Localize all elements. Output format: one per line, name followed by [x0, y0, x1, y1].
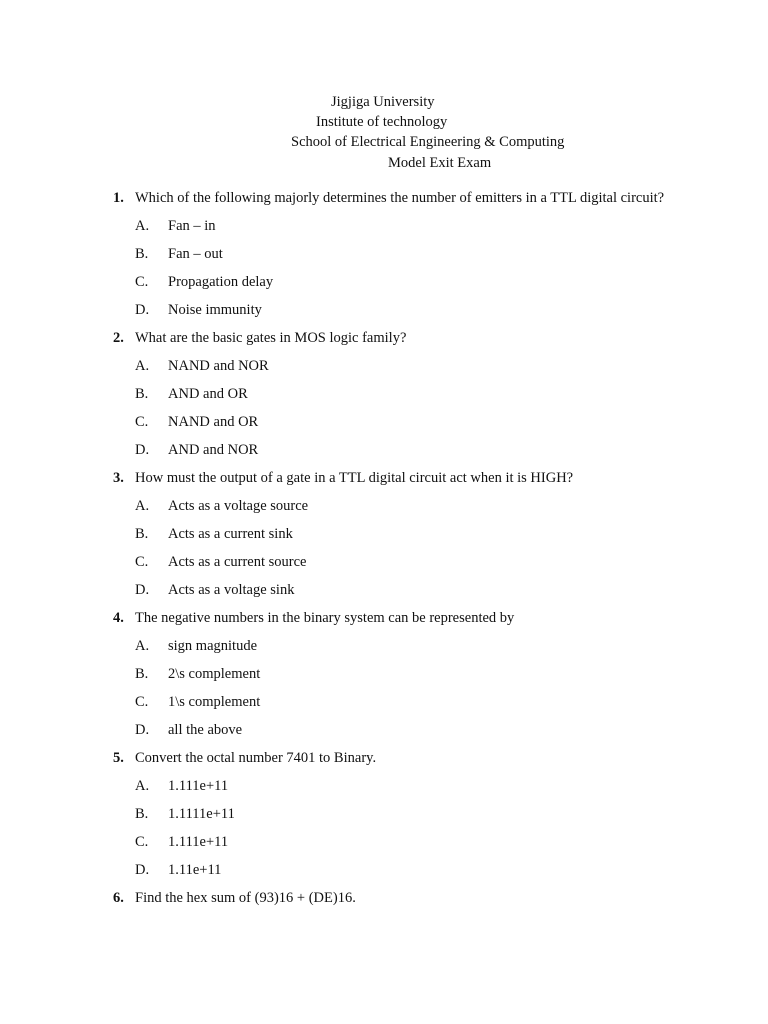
option-1d: D. Noise immunity: [135, 302, 262, 318]
institute-name: Institute of technology: [316, 114, 448, 130]
option-3a: A. Acts as a voltage source: [135, 498, 309, 514]
question-number: 3.: [113, 470, 124, 486]
option-3c: C. Acts as a current source: [135, 554, 307, 570]
option-3b: B. Acts as a current sink: [135, 526, 293, 542]
question-3: [113, 470, 573, 487]
question-5: [113, 750, 376, 767]
question-text: The negative numbers in the binary system can be represented by: [135, 610, 515, 626]
option-4d: D. all the above: [135, 722, 243, 738]
question-number: 2.: [113, 330, 124, 346]
question-2: [113, 330, 406, 347]
question-text: Find the hex sum of (93)16 + (DE)16.: [135, 890, 356, 906]
option-2a: A. NAND and NOR: [135, 358, 269, 374]
question-text: How must the output of a gate in a TTL digital circuit act when it is HIGH?: [135, 470, 574, 486]
exam-title: Model Exit Exam: [388, 155, 492, 171]
option-5c: C. 1.111e+11: [135, 834, 229, 850]
option-1c: C. Propagation delay: [135, 274, 274, 290]
question-number: 4.: [113, 610, 124, 626]
question-text: Which of the following majorly determines the number of emitters in a TTL digital circuit?: [135, 190, 665, 206]
university-name: Jigjiga University: [331, 94, 435, 110]
option-4c: C. 1\s complement: [135, 694, 261, 710]
option-1a: A. Fan – in: [135, 218, 216, 234]
question-text: What are the basic gates in MOS logic family?: [135, 330, 407, 346]
option-4b: B. 2\s complement: [135, 666, 261, 682]
question-4: [113, 610, 514, 627]
question-1: [113, 190, 664, 207]
question-number: 5.: [113, 750, 124, 766]
question-text: Convert the octal number 7401 to Binary.: [135, 750, 377, 766]
option-3d: D. Acts as a voltage sink: [135, 582, 295, 598]
option-2b: B. AND and OR: [135, 386, 248, 402]
option-5d: D. 1.11e+11: [135, 862, 222, 878]
question-6: [113, 890, 356, 907]
question-number: 6.: [113, 890, 124, 906]
option-2d: D. AND and NOR: [135, 442, 259, 458]
question-number: 1.: [113, 190, 124, 206]
option-4a: A. sign magnitude: [135, 638, 258, 654]
option-5b: B. 1.1111e+11: [135, 806, 235, 822]
school-name: School of Electrical Engineering & Computing: [291, 134, 565, 150]
option-1b: B. Fan – out: [135, 246, 223, 262]
option-5a: A. 1.111e+11: [135, 778, 229, 794]
option-2c: C. NAND and OR: [135, 414, 259, 430]
